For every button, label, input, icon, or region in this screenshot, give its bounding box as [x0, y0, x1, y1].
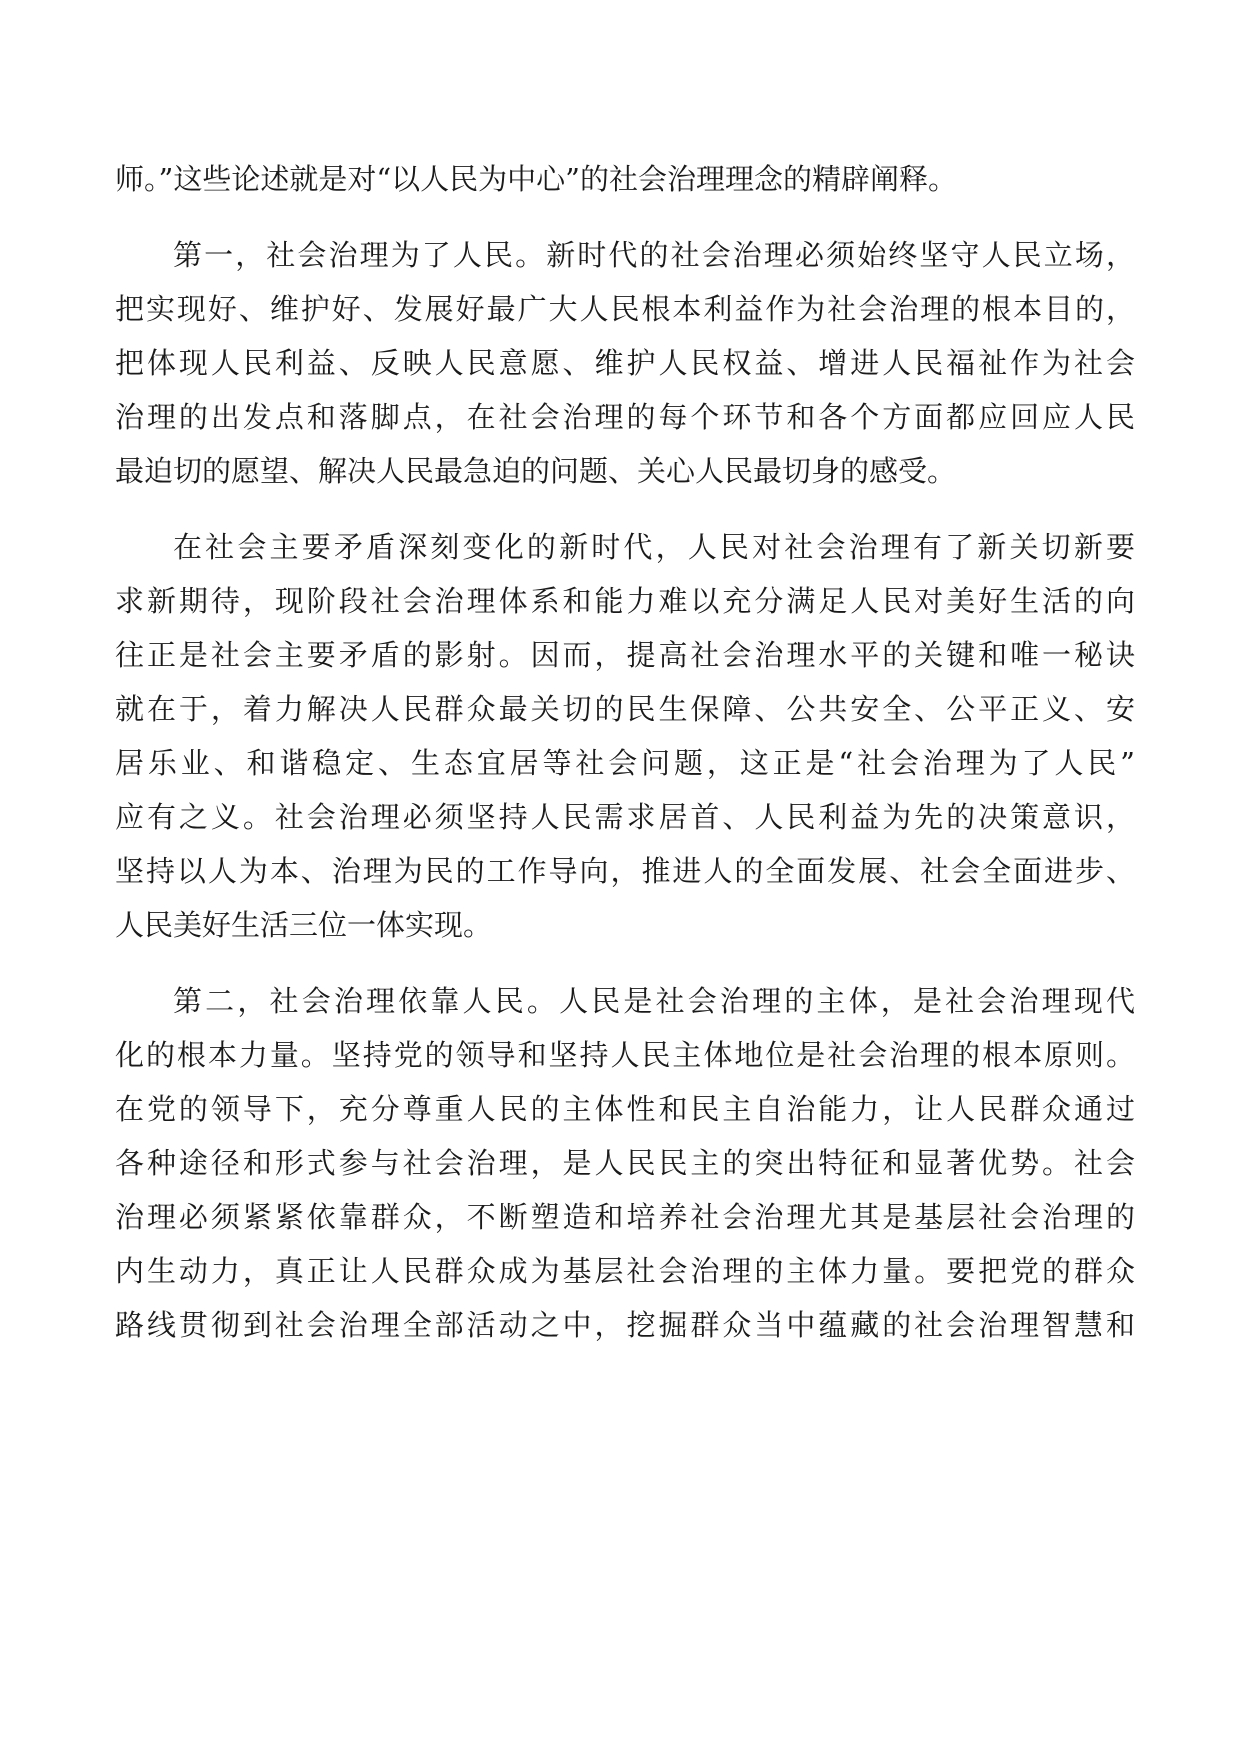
text-line: 就在于，着力解决人民群众最关切的民生保障、公共安全、公平正义、安 — [115, 692, 1135, 726]
text-line: 坚持以人为本、治理为民的工作导向，推进人的全面发展、社会全面进步、 — [115, 854, 1135, 888]
document-body — [115, 152, 1135, 1352]
text-line: 治理的出发点和落脚点，在社会治理的每个环节和各个方面都应回应人民 — [115, 400, 1135, 434]
text-line: 各种途径和形式参与社会治理，是人民民主的突出特征和显著优势。社会 — [115, 1146, 1135, 1180]
text-line: 内生动力，真正让人民群众成为基层社会治理的主体力量。要把党的群众 — [115, 1254, 1135, 1288]
paragraph — [115, 520, 1135, 952]
text-line: 求新期待，现阶段社会治理体系和能力难以充分满足人民对美好生活的向 — [115, 584, 1135, 618]
text-line: 在社会主要矛盾深刻变化的新时代，人民对社会治理有了新关切新要 — [173, 530, 1135, 564]
text-line: 路线贯彻到社会治理全部活动之中，挖掘群众当中蕴藏的社会治理智慧和 — [115, 1308, 1135, 1342]
text-line: 把实现好、维护好、发展好最广大人民根本利益作为社会治理的根本目的， — [115, 292, 1135, 326]
text-line: 往正是社会主要矛盾的影射。因而，提高社会治理水平的关键和唯一秘诀 — [115, 638, 1135, 672]
text-line: 第一，社会治理为了人民。新时代的社会治理必须始终坚守人民立场， — [173, 238, 1135, 272]
paragraph — [115, 228, 1135, 498]
text-line: 化的根本力量。坚持党的领导和坚持人民主体地位是社会治理的根本原则。 — [115, 1038, 1135, 1072]
paragraph — [115, 974, 1135, 1352]
text-line: 人民美好生活三位一体实现。 — [115, 908, 493, 942]
text-line: 在党的领导下，充分尊重人民的主体性和民主自治能力，让人民群众通过 — [115, 1092, 1135, 1126]
text-line: 第二，社会治理依靠人民。人民是社会治理的主体，是社会治理现代 — [173, 984, 1135, 1018]
text-line: 把体现人民利益、反映人民意愿、维护人民权益、增进人民福祉作为社会 — [115, 346, 1135, 380]
text-line: 师。”这些论述就是对“以人民为中心”的社会治理理念的精辟阐释。 — [115, 162, 957, 196]
text-line: 居乐业、和谐稳定、生态宜居等社会问题，这正是“社会治理为了人民” — [115, 746, 1135, 780]
text-line: 应有之义。社会治理必须坚持人民需求居首、人民利益为先的决策意识， — [115, 800, 1135, 834]
text-line: 最迫切的愿望、解决人民最急迫的问题、关心人民最切身的感受。 — [115, 454, 957, 488]
paragraph — [115, 152, 1135, 206]
text-line: 治理必须紧紧依靠群众，不断塑造和培养社会治理尤其是基层社会治理的 — [115, 1200, 1135, 1234]
